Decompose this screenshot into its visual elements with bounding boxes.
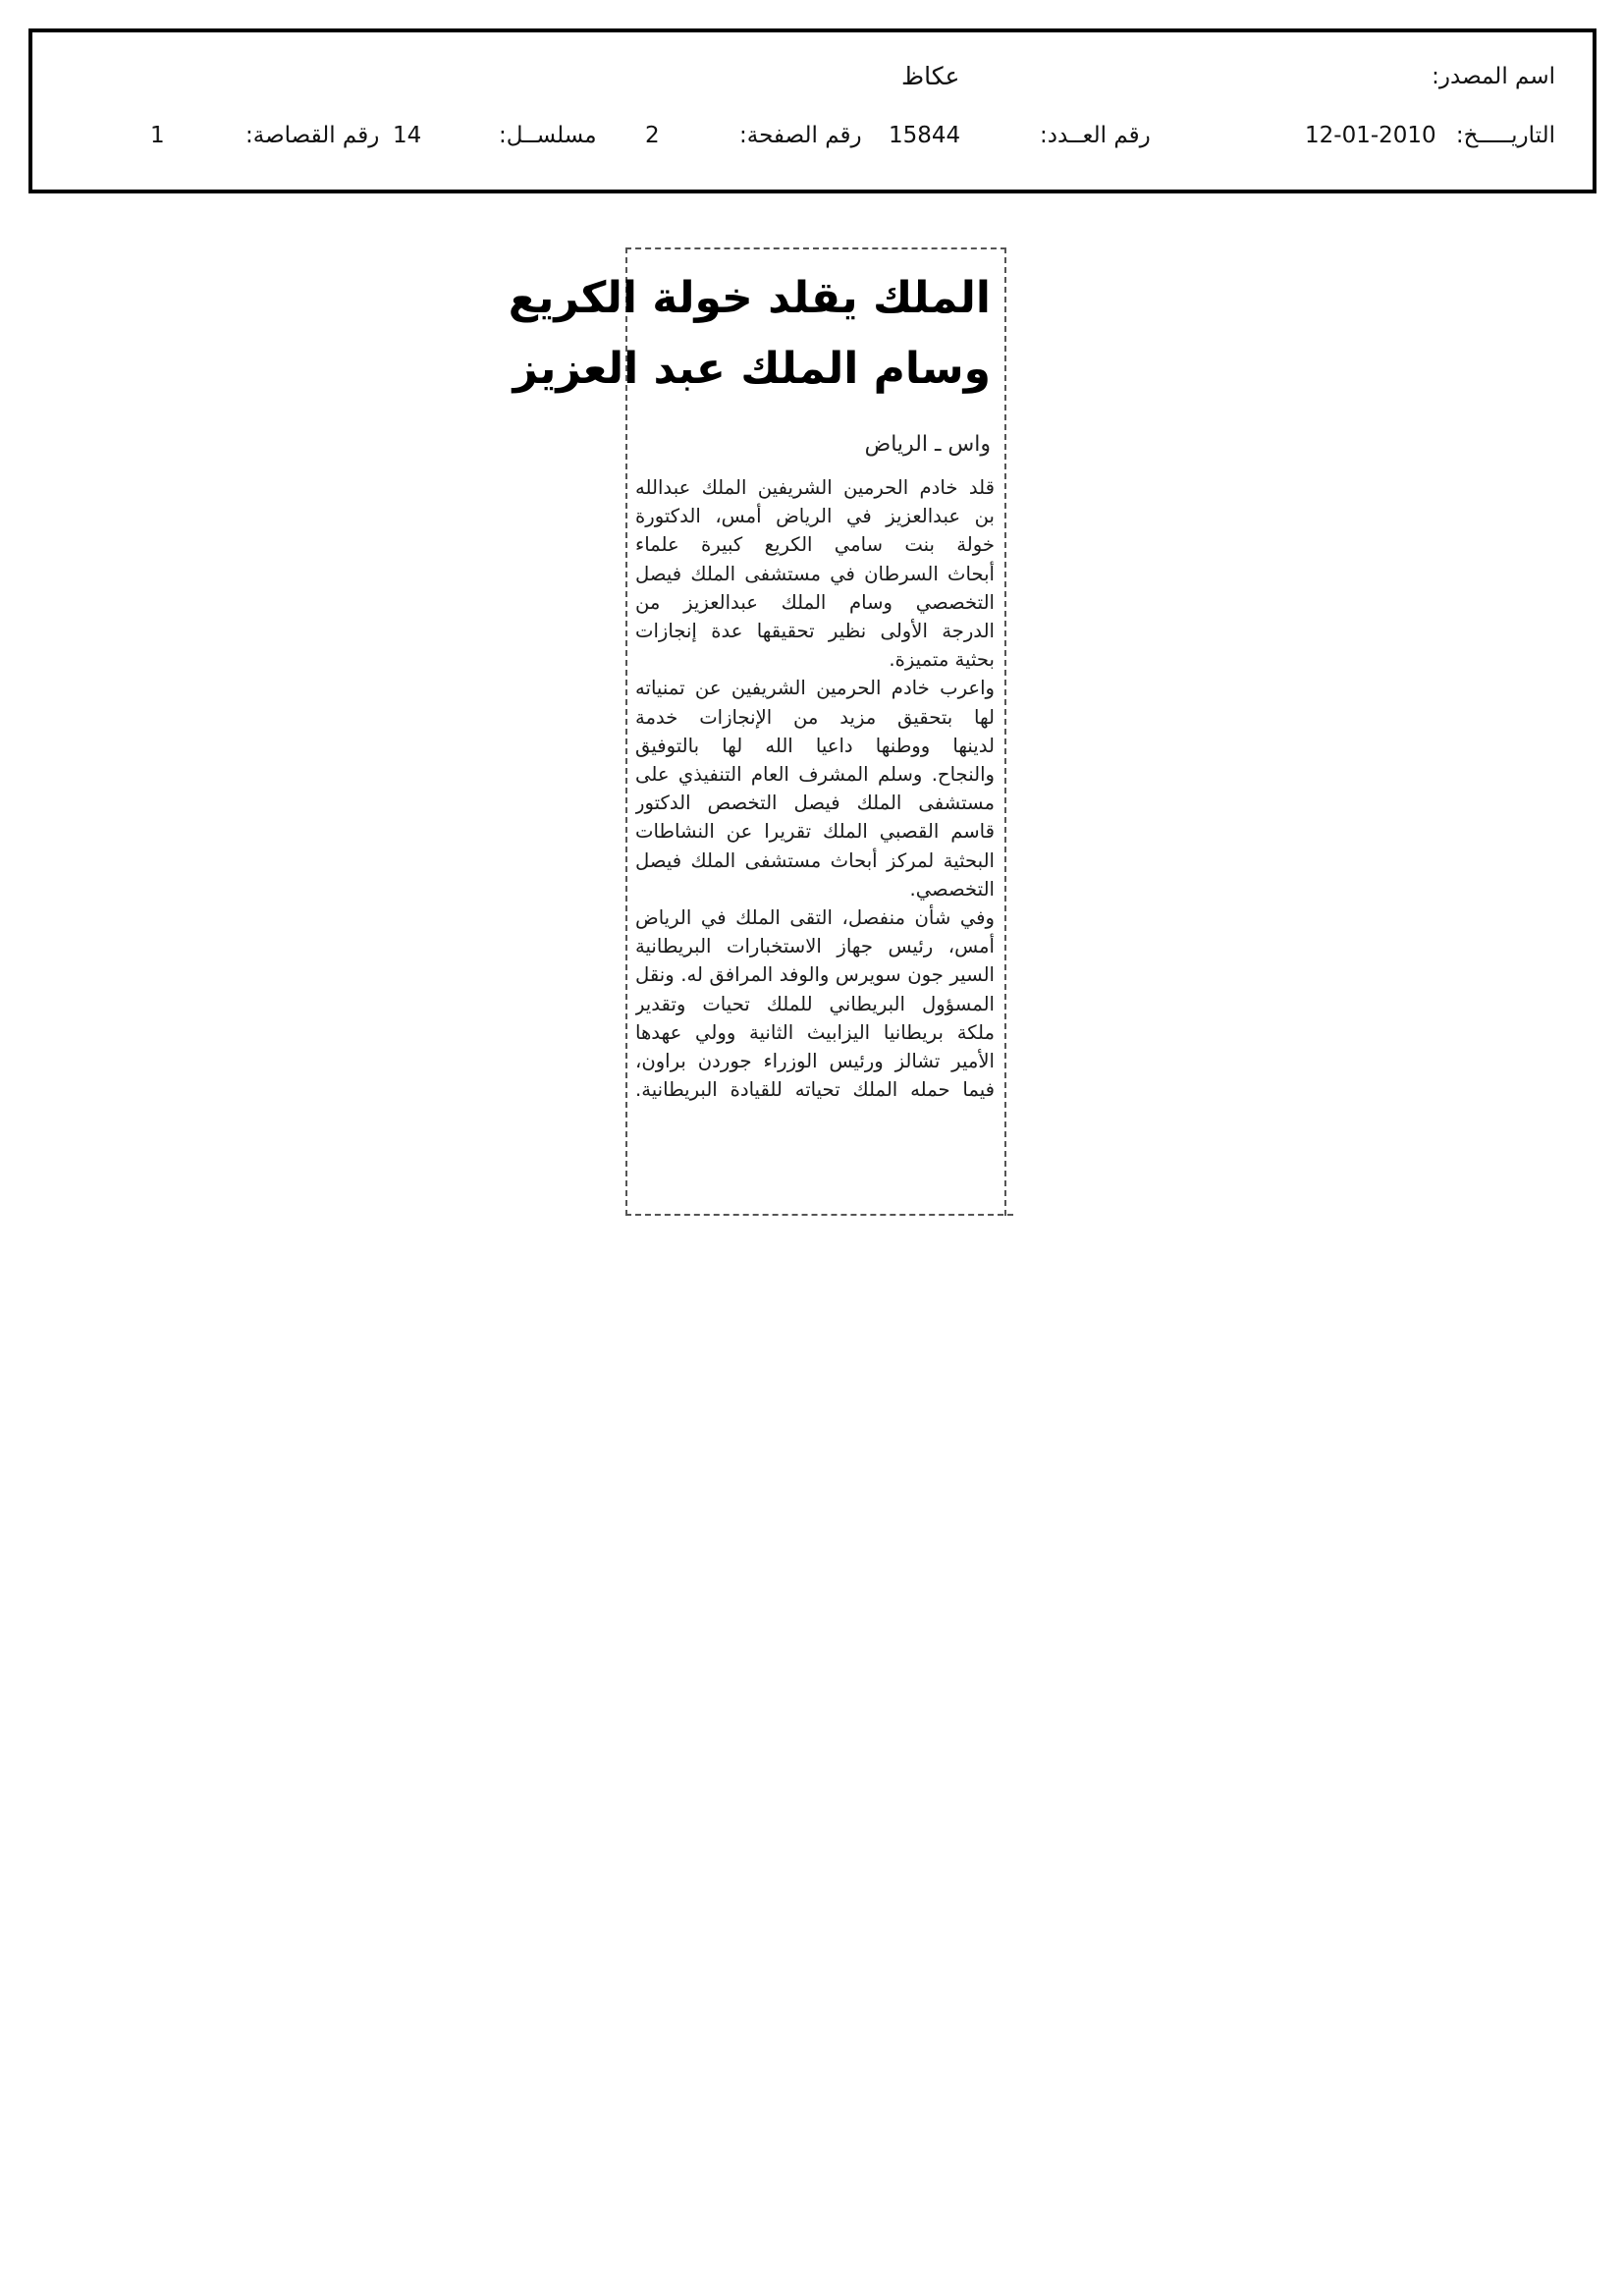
article-line: بحثية متميزة.	[889, 648, 995, 672]
article-line: البحثية لمركز أبحاث مستشفى الملك فيصل	[635, 848, 995, 872]
article-line: والنجاح. وسلم المشرف العام التنفيذي على	[635, 763, 995, 787]
article-line: مستشفى الملك فيصل التخصص الدكتور	[635, 792, 995, 815]
article-line: السير جون سويرس والوفد المرافق له. ونقل	[635, 963, 995, 987]
article-line: قلد خادم الحرمين الشريفين الملك عبدالله	[635, 476, 995, 499]
headline-line-2: وسام الملك عبد العزيز	[513, 344, 991, 394]
article-paragraph	[635, 473, 995, 674]
metadata-header-box	[28, 28, 1596, 193]
source-value: عكاظ	[901, 62, 960, 90]
serial-value: 14	[393, 123, 422, 148]
article-line: فيما حمله الملك تحياته للقيادة البريطانية.	[635, 1078, 995, 1102]
article-line: التخصصي وسام الملك عبدالعزيز من	[635, 590, 995, 614]
page-label: رقم الصفحة:	[739, 123, 862, 148]
newspaper-clipping	[508, 247, 1006, 1216]
article-line: وفي شأن منفصل، التقى الملك في الرياض	[635, 906, 995, 930]
date-label: التاريـــــخ:	[1455, 123, 1555, 148]
article-line: قاسم القصبي الملك تقريرا عن النشاطات	[635, 820, 995, 844]
article-line: أبحاث السرطان في مستشفى الملك فيصل	[635, 562, 995, 585]
article-line: لدينها ووطنها داعيا الله لها بالتوفيق	[635, 734, 995, 757]
article-line: خولة بنت سامي الكريع كبيرة علماء	[635, 533, 995, 557]
issue-label: رقم العــدد:	[1040, 123, 1151, 148]
article-line: الدرجة الأولى نظير تحقيقها عدة إنجازات	[635, 620, 995, 643]
date-value: 12-01-2010	[1305, 123, 1436, 148]
article-line: لها بتحقيق مزيد من الإنجازات خدمة	[635, 705, 995, 729]
article-line: المسؤول البريطاني للملك تحيات وتقدير	[635, 992, 995, 1015]
headline-line-1: الملك يقلد خولة الكريع	[508, 273, 991, 323]
article-line: بن عبدالعزيز في الرياض أمس، الدكتورة	[635, 505, 995, 528]
source-label: اسم المصدر:	[1432, 64, 1555, 89]
page-value: 2	[645, 123, 660, 148]
serial-label: مسلســل:	[499, 123, 597, 148]
article-line: واعرب خادم الحرمين الشريفين عن تمنياته	[635, 677, 995, 700]
article-paragraph	[635, 674, 995, 903]
article-body	[635, 473, 995, 1104]
byline: واس ـ الرياض	[864, 432, 991, 457]
article-line: التخصصي.	[909, 877, 995, 901]
issue-value: 15844	[889, 123, 961, 148]
article-line: ملكة بريطانيا اليزابيث الثانية وولي عهدها	[635, 1020, 995, 1044]
clipping-cut-edge	[625, 1214, 1013, 1216]
clip-value: 1	[150, 123, 165, 148]
clip-label: رقم القصاصة:	[245, 123, 380, 148]
article-line: أمس، رئيس جهاز الاستخبارات البريطانية	[635, 935, 995, 958]
article-line: الأمير تشالز ورئيس الوزراء جوردن براون،	[635, 1050, 995, 1073]
article-paragraph	[635, 903, 995, 1104]
